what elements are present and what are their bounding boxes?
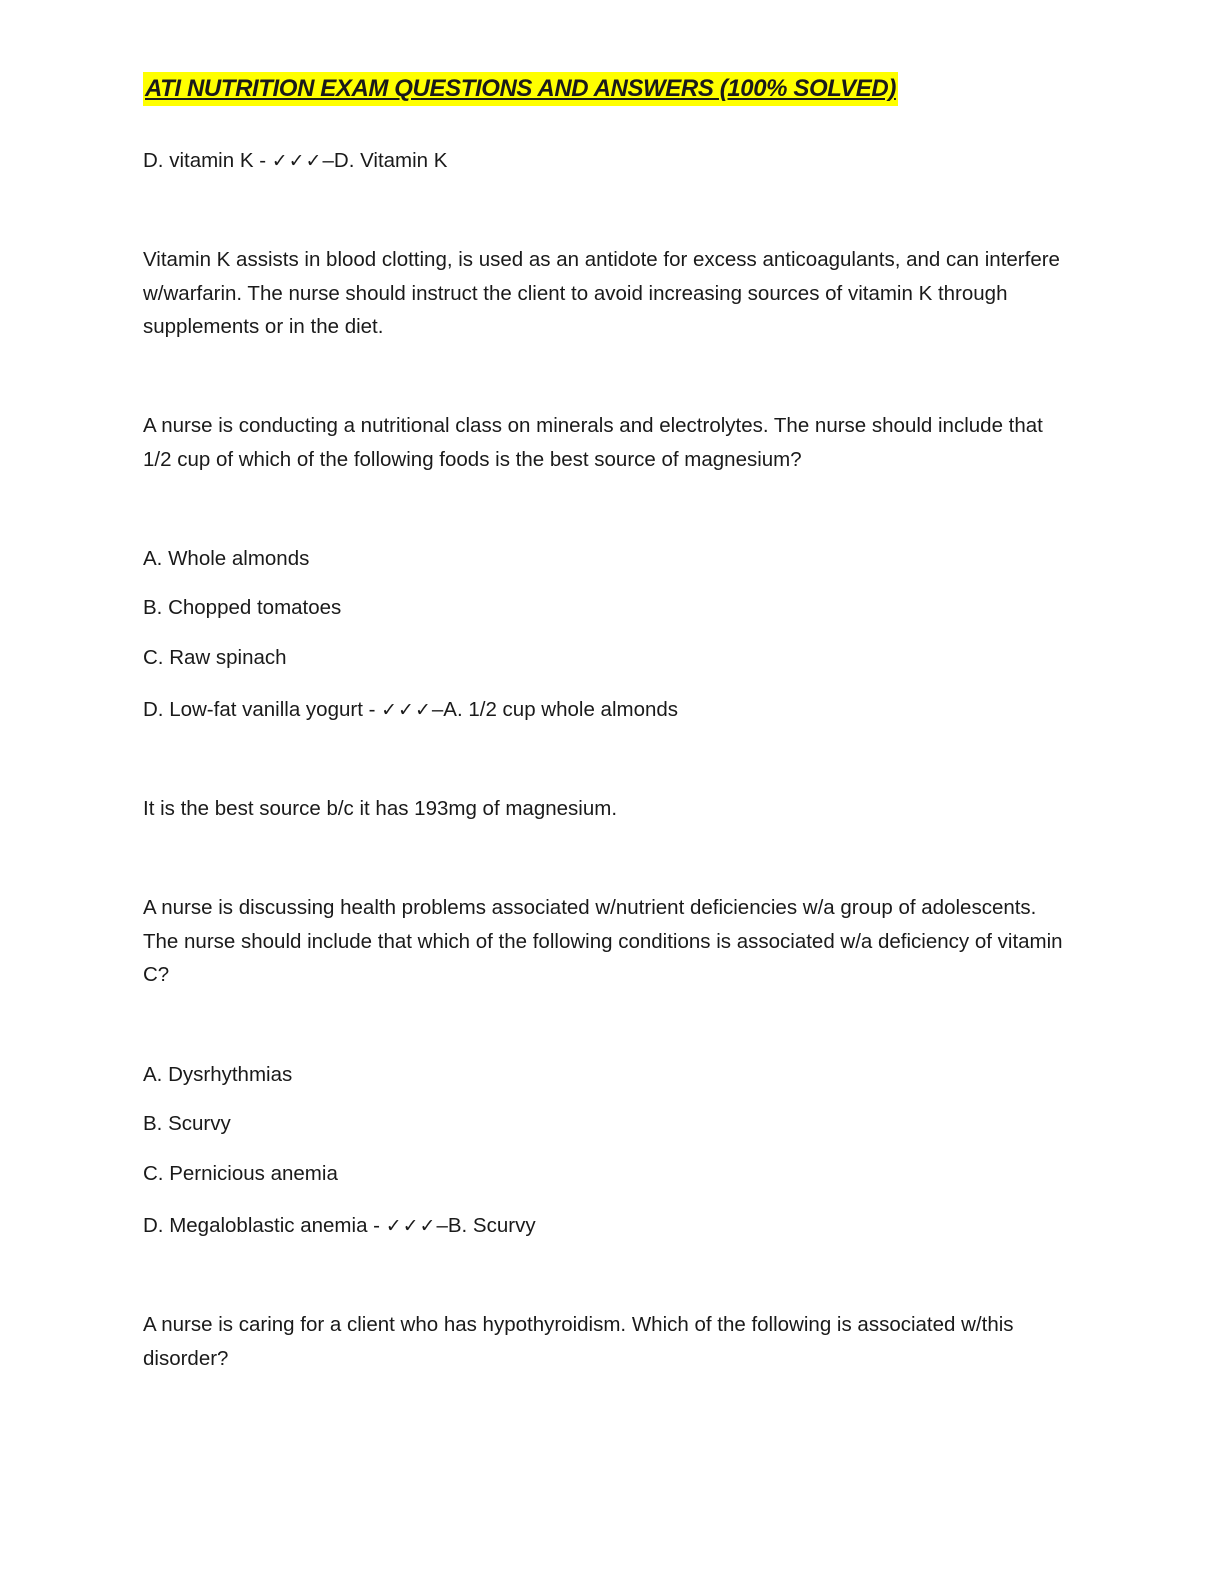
answer-line-vitamin-k — [143, 144, 447, 179]
answer-prefix: D. Low-fat vanilla yogurt - — [143, 698, 382, 721]
answer-suffix: –B. Scurvy — [436, 1214, 536, 1237]
checkmarks-icon: ✓✓✓ — [271, 150, 323, 172]
answer-prefix: D. vitamin K - — [143, 149, 272, 172]
option-b: B. Chopped tomatoes — [143, 596, 342, 619]
option-c: C. Pernicious anemia — [143, 1162, 338, 1185]
answer-suffix: –D. Vitamin K — [322, 149, 448, 172]
answer-suffix: –A. 1/2 cup whole almonds — [431, 698, 679, 721]
answer-line-magnesium — [143, 693, 678, 728]
checkmarks-icon: ✓✓✓ — [385, 1215, 437, 1237]
checkmarks-icon: ✓✓✓ — [381, 699, 432, 721]
answer-prefix: D. Megaloblastic anemia - — [143, 1214, 386, 1237]
answer-line-vitamin-c — [143, 1209, 536, 1244]
rationale-paragraph: Vitamin K assists in blood clotting, is used as an antidote for excess anticoagulants, and can interfere w/warfarin. The nurse should instruct the client to avoid increasing sources of vitamin K through supplements or in the diet. — [143, 248, 1060, 338]
option-b: B. Scurvy — [143, 1112, 231, 1135]
option-a: A. Whole almonds — [143, 547, 310, 570]
document-title: ATI NUTRITION EXAM QUESTIONS AND ANSWERS (100% SOLVED) — [143, 72, 898, 106]
option-c: C. Raw spinach — [143, 646, 287, 669]
question-paragraph: A nurse is conducting a nutritional class on minerals and electrolytes. The nurse should include that 1/2 cup of which of the following foods is the best source of magnesium? — [143, 414, 1043, 471]
question-paragraph: A nurse is caring for a client who has hypothyroidism. Which of the following is associated w/this disorder? — [143, 1313, 1014, 1370]
question-paragraph: A nurse is discussing health problems associated w/nutrient deficiencies w/a group of adolescents. The nurse should include that which of the following conditions is associated w/a deficiency of vitamin C? — [143, 896, 1063, 986]
option-a: A. Dysrhythmias — [143, 1063, 293, 1086]
rationale-paragraph: It is the best source b/c it has 193mg of magnesium. — [143, 797, 618, 820]
